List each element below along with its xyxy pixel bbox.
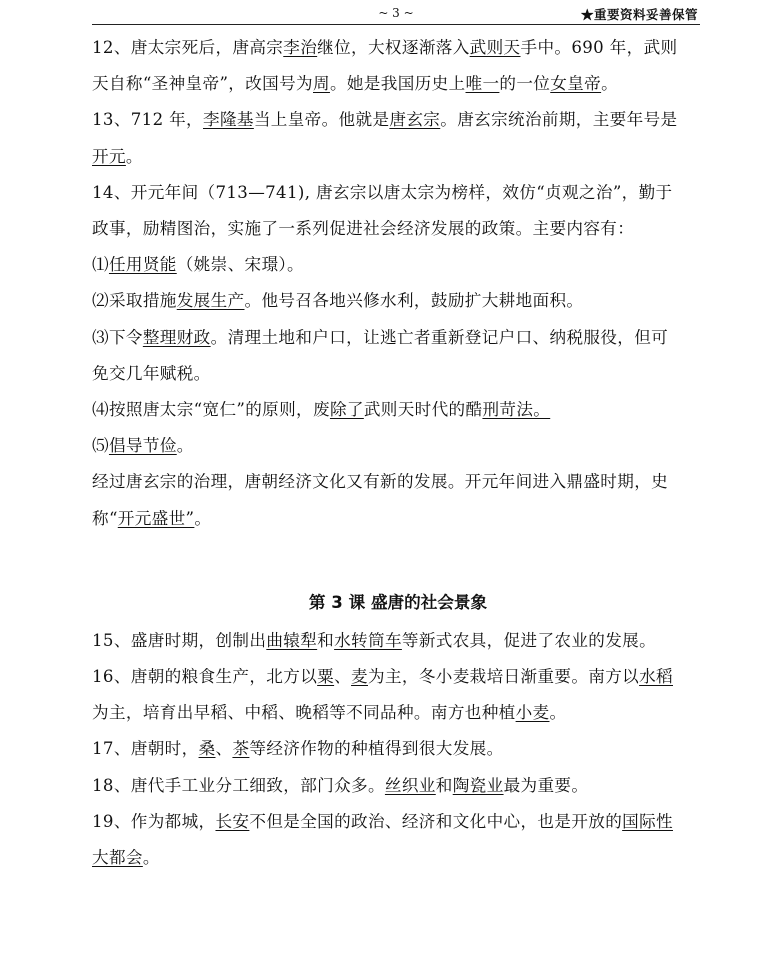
text-segment: 12、唐太宗死后，唐高宗 [92, 38, 284, 57]
text-segment: 继位，大权逐渐落入 [317, 38, 470, 57]
underlined-term: 刑苛法。 [482, 400, 551, 420]
text-line [92, 247, 704, 283]
text-line [92, 392, 704, 428]
text-segment: 等经济作物的种植得到很大发展。 [249, 739, 504, 759]
text-segment: 等新式农具，促进了农业的发展。 [401, 630, 657, 650]
underlined-term: 小麦 [515, 703, 550, 723]
text-line [92, 840, 704, 876]
underlined-term: 倡导节俭 [108, 436, 177, 456]
text-segment: 武则天时代的酷 [363, 400, 483, 420]
lesson-3-section [92, 623, 704, 876]
text-segment: ⑸ [92, 436, 109, 456]
text-segment: 称“ [92, 508, 118, 528]
text-segment: 为主，培育出早稻、中稻、晚稻等不同品种。南方也种植 [92, 703, 516, 723]
underlined-term: 开元 [92, 146, 126, 166]
text-segment: 和 [435, 775, 453, 795]
text-segment: 手中。690 年，武则 [520, 38, 678, 57]
text-segment: 当上皇帝。他就是 [253, 110, 390, 130]
underlined-term: 开元盛世” [117, 508, 195, 528]
underlined-term: 发展生产 [176, 291, 245, 311]
text-segment: 免交几年赋税。 [92, 363, 211, 383]
underlined-term: 粟 [317, 667, 335, 687]
underlined-term: 李治 [283, 38, 318, 57]
text-line [92, 731, 704, 767]
text-line [92, 464, 704, 500]
text-line [92, 320, 704, 356]
text-segment: 19、作为都城， [92, 811, 216, 831]
lesson-2-section [92, 30, 704, 537]
text-segment: 不但是全国的政治、经济和文化中心，也是开放的 [249, 811, 623, 831]
text-segment: 。 [176, 436, 194, 456]
text-segment: 为主，冬小麦栽培日渐重要。南方以 [368, 667, 640, 687]
text-segment: （姚崇、宋璟）。 [176, 255, 304, 275]
text-line [92, 356, 704, 392]
text-segment: ⑶下令 [92, 327, 143, 347]
underlined-term: 丝织业 [384, 775, 436, 795]
text-segment: 16、唐朝的粮食生产，北方以 [92, 667, 318, 687]
underlined-term: 武则天 [469, 38, 521, 57]
text-segment: 。 [549, 703, 567, 723]
underlined-term: 桑 [198, 739, 216, 759]
page-header [92, 2, 700, 25]
text-line [92, 175, 704, 211]
text-line [92, 30, 704, 66]
text-line [92, 428, 704, 464]
underlined-term: 女皇帝 [550, 74, 602, 94]
section-gap [92, 537, 704, 583]
text-line [92, 102, 704, 138]
text-line [92, 501, 704, 537]
text-line [92, 66, 704, 102]
underlined-term: 长安 [215, 811, 250, 831]
confidential-note: ★重要资料妥善保管 [580, 7, 698, 22]
text-segment: 15、盛唐时期，创制出 [92, 630, 267, 650]
underlined-term: 整理财政 [142, 327, 211, 347]
text-segment: 。他号召各地兴修水利，鼓励扩大耕地面积。 [244, 291, 584, 311]
underlined-term: 国际性 [622, 811, 673, 831]
text-line [92, 695, 704, 731]
text-segment: 政事，励精图治，实施了一系列促进社会经济发展的政策。主要内容有： [92, 219, 635, 239]
underlined-term: 水转筒车 [334, 630, 402, 650]
text-segment: 。 [601, 74, 619, 94]
text-segment: 14、开元年间（713—741), 唐玄宗以唐太宗为榜样，效仿“贞观之治”，勤于 [92, 182, 673, 202]
text-line [92, 804, 704, 840]
text-segment: 、 [334, 667, 352, 687]
text-line [92, 659, 704, 695]
text-segment: 。唐玄宗统治前期，主要年号是 [440, 110, 678, 130]
text-line [92, 211, 704, 247]
underlined-term: 大都会 [92, 848, 143, 868]
text-segment: 。 [194, 508, 212, 528]
underlined-term: 李隆基 [203, 110, 254, 130]
text-segment: 经过唐玄宗的治理，唐朝经济文化又有新的发展。开元年间进入鼎盛时期，史 [92, 472, 669, 492]
text-segment: 。清理土地和户口，让逃亡者重新登记户口、纳税服役，但可 [210, 327, 669, 347]
lesson-title: 第 3 课 盛唐的社会景象 [308, 592, 488, 612]
text-line [92, 623, 704, 659]
text-segment: 最为重要。 [503, 775, 589, 795]
underlined-term: 唐玄宗 [389, 110, 441, 130]
text-line [92, 283, 704, 319]
text-segment: 的一位 [499, 74, 551, 94]
underlined-term: 除了 [329, 400, 364, 420]
text-line [92, 768, 704, 804]
underlined-term: 麦 [351, 667, 368, 687]
text-segment: 13、712 年， [92, 110, 203, 130]
underlined-term: 任用贤能 [108, 255, 177, 275]
text-segment: ⑷按照唐太宗“宽仁”的原则，废 [92, 400, 330, 420]
text-segment: ⑴ [92, 255, 109, 275]
text-segment: 和 [317, 630, 335, 650]
underlined-term: 茶 [232, 739, 250, 759]
underlined-term: 曲辕犁 [266, 630, 318, 650]
underlined-term: 唯一 [465, 74, 500, 94]
underlined-term: 水稻 [639, 667, 673, 687]
text-segment: 17、唐朝时， [92, 739, 199, 759]
text-segment: 18、唐代手工业分工细致，部门众多。 [92, 775, 385, 795]
underlined-term: 陶瓷业 [452, 775, 504, 795]
text-segment: 。她是我国历史上 [329, 74, 466, 94]
text-segment: 。 [125, 146, 143, 166]
text-segment: 、 [215, 739, 233, 759]
page-number: ~ 3 ~ [378, 6, 414, 20]
underlined-term: 周 [313, 74, 330, 94]
text-segment: 。 [142, 848, 160, 868]
text-segment: 天自称“圣神皇帝”，改国号为 [92, 74, 313, 94]
text-line [92, 139, 704, 175]
document-body [92, 30, 704, 876]
text-segment: ⑵采取措施 [92, 291, 177, 311]
